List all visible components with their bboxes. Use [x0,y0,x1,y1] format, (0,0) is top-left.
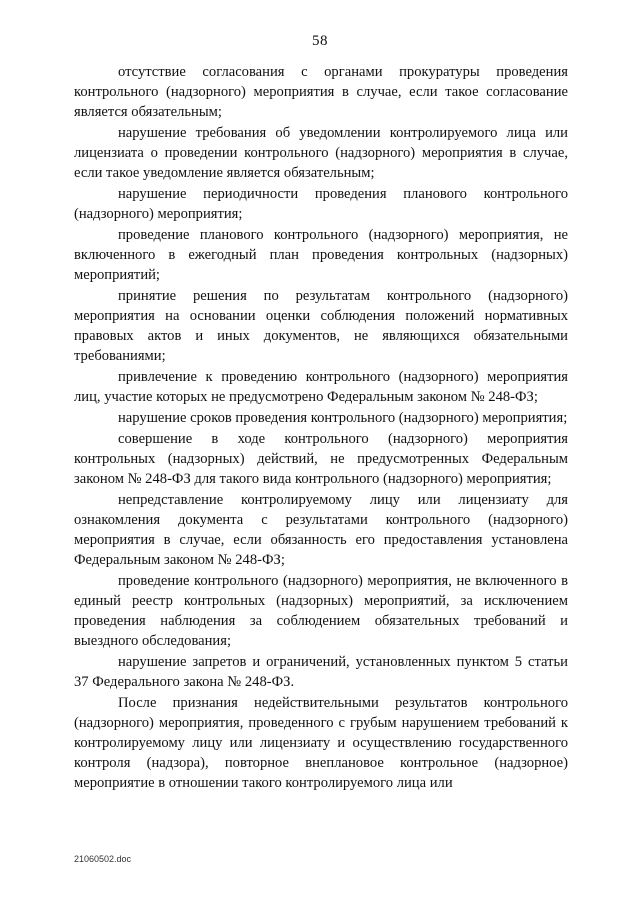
paragraph: отсутствие согласования с органами прокуратуры проведения контрольного (надзорного) мероприятия в случае, если такое согласование является обязательным; [74,64,568,120]
file-code-footer: 21060502.doc [74,854,132,864]
paragraph: проведение планового контрольного (надзорного) мероприятия, не включенного в ежегодный план проведения контрольных (надзорных) мероприятий; [74,227,568,283]
document-body [74,62,568,794]
paragraph: После признания недействительными результатов контрольного (надзорного) мероприятия, проведенного с грубым нарушением требований к контролируемому лицу или лицензиату и осуществлению государственного контроля (надзора), повторное внеплановое контрольное (надзорное) мероприятие в отношении такого контролируемого лица или [74,695,568,791]
paragraph: нарушение сроков проведения контрольного (надзорного) мероприятия; [118,410,568,426]
paragraph: нарушение требования об уведомлении контролируемого лица или лицензиата о проведении контрольного (надзорного) мероприятия в случае, если такое уведомление является обязательным; [74,125,568,181]
paragraph: совершение в ходе контрольного (надзорного) мероприятия контрольных (надзорных) действий, не предусмотренных Федеральным законом № 248-ФЗ для такого вида контрольного (надзорного) мероприятия; [74,431,568,487]
paragraph: непредставление контролируемому лицу или лицензиату для ознакомления документа с результатами контрольного (надзорного) мероприятия в случае, если обязанность его предоставления установлена Федеральным законом № 248-ФЗ; [74,492,568,568]
page-number: 58 [312,33,328,49]
paragraph: нарушение запретов и ограничений, установленных пунктом 5 статьи 37 Федерального закона № 248-ФЗ. [74,654,568,690]
paragraph: проведение контрольного (надзорного) мероприятия, не включенного в единый реестр контрольных (надзорных) мероприятий, за исключением проведения наблюдения за соблюдением обязательных требований и выездного обследования; [74,573,568,649]
paragraph: нарушение периодичности проведения планового контрольного (надзорного) мероприятия; [74,186,568,222]
paragraph: привлечение к проведению контрольного (надзорного) мероприятия лиц, участие которых не предусмотрено Федеральным законом № 248-ФЗ; [74,369,568,405]
paragraph: принятие решения по результатам контрольного (надзорного) мероприятия на основании оценки соблюдения положений нормативных правовых актов и иных документов, не являющихся обязательными требованиями; [74,288,568,364]
